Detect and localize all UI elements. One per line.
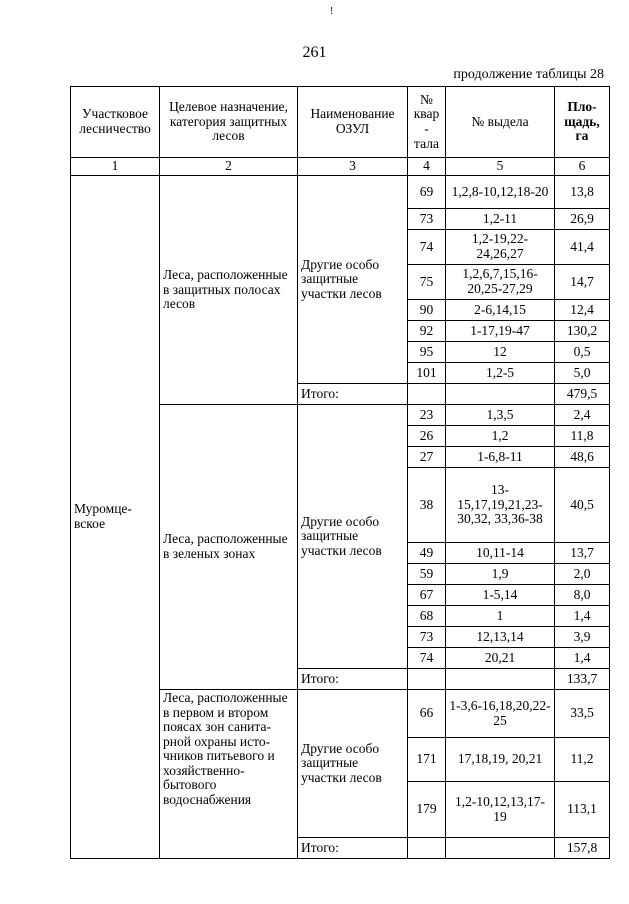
area-cell: 5,0	[555, 363, 610, 384]
plot-cell: 13-15,17,19,21,23-30,32, 33,36-38	[446, 468, 555, 543]
quarter-cell: 26	[408, 426, 446, 447]
empty-cell	[408, 838, 446, 859]
area-cell: 0,5	[555, 342, 610, 363]
area-cell: 2,4	[555, 405, 610, 426]
plot-cell: 1,2,6,7,15,16-20,25-27,29	[446, 265, 555, 300]
column-number: 6	[555, 158, 610, 176]
column-number-row	[71, 158, 610, 176]
plot-cell: 17,18,19, 20,21	[446, 738, 555, 782]
column-number: 3	[298, 158, 408, 176]
plot-cell: 1,2	[446, 426, 555, 447]
plot-cell: 1,9	[446, 564, 555, 585]
header-cell: № выдела	[446, 87, 555, 158]
table-row	[71, 176, 610, 209]
area-cell: 11,8	[555, 426, 610, 447]
area-cell: 41,4	[555, 230, 610, 265]
quarter-cell: 75	[408, 265, 446, 300]
total-value: 157,8	[555, 838, 610, 859]
column-number: 5	[446, 158, 555, 176]
quarter-cell: 90	[408, 300, 446, 321]
area-cell: 130,2	[555, 321, 610, 342]
quarter-cell: 68	[408, 606, 446, 627]
area-cell: 26,9	[555, 209, 610, 230]
quarter-cell: 49	[408, 543, 446, 564]
forest-table	[70, 86, 610, 859]
quarter-cell: 92	[408, 321, 446, 342]
quarter-cell: 73	[408, 627, 446, 648]
plot-cell: 1,2-5	[446, 363, 555, 384]
empty-cell	[446, 838, 555, 859]
header-cell: Пло-щадь, га	[555, 87, 610, 158]
plot-cell: 20,21	[446, 648, 555, 669]
column-number: 1	[71, 158, 160, 176]
header-cell: № квар - тала	[408, 87, 446, 158]
quarter-cell: 27	[408, 447, 446, 468]
empty-cell	[446, 669, 555, 690]
plot-cell: 1-17,19-47	[446, 321, 555, 342]
header-cell: Участковое лесничество	[71, 87, 160, 158]
area-cell: 1,4	[555, 648, 610, 669]
plot-cell: 1	[446, 606, 555, 627]
quarter-cell: 73	[408, 209, 446, 230]
plot-cell: 1-5,14	[446, 585, 555, 606]
ozul-cell: Другие особо защитные участки лесов	[298, 176, 408, 384]
total-label: Итого:	[298, 838, 408, 859]
category-cell: Леса, расположенные в зеленых зонах	[160, 405, 298, 690]
quarter-cell: 67	[408, 585, 446, 606]
area-cell: 2,0	[555, 564, 610, 585]
plot-cell: 1-3,6-16,18,20,22-25	[446, 690, 555, 738]
quarter-cell: 95	[408, 342, 446, 363]
area-cell: 11,2	[555, 738, 610, 782]
category-cell: Леса, расположенные в защитных полосах лесов	[160, 176, 298, 405]
plot-cell: 1,2-10,12,13,17-19	[446, 782, 555, 838]
quarter-cell: 171	[408, 738, 446, 782]
forestry-name: Муромце-вское	[71, 176, 160, 859]
empty-cell	[446, 384, 555, 405]
total-value: 479,5	[555, 384, 610, 405]
plot-cell: 1,2-19,22-24,26,27	[446, 230, 555, 265]
column-number: 2	[160, 158, 298, 176]
total-label: Итого:	[298, 669, 408, 690]
header-row	[71, 87, 610, 158]
area-cell: 13,8	[555, 176, 610, 209]
empty-cell	[408, 669, 446, 690]
area-cell: 40,5	[555, 468, 610, 543]
area-cell: 12,4	[555, 300, 610, 321]
plot-cell: 12	[446, 342, 555, 363]
total-value: 133,7	[555, 669, 610, 690]
total-label: Итого:	[298, 384, 408, 405]
quarter-cell: 74	[408, 230, 446, 265]
quarter-cell: 101	[408, 363, 446, 384]
area-cell: 48,6	[555, 447, 610, 468]
quarter-cell: 38	[408, 468, 446, 543]
area-cell: 1,4	[555, 606, 610, 627]
plot-cell: 1,2,8-10,12,18-20	[446, 176, 555, 209]
category-cell: Леса, расположенные в первом и втором поясах зон санита-рной охраны исто-чников питьевого и хозяйственно-бытового водоснабжения	[160, 690, 298, 859]
plot-cell: 1,2-11	[446, 209, 555, 230]
area-cell: 13,7	[555, 543, 610, 564]
page-number: 261	[302, 44, 327, 61]
area-cell: 8,0	[555, 585, 610, 606]
plot-cell: 12,13,14	[446, 627, 555, 648]
area-cell: 113,1	[555, 782, 610, 838]
plot-cell: 1-6,8-11	[446, 447, 555, 468]
quarter-cell: 74	[408, 648, 446, 669]
column-number: 4	[408, 158, 446, 176]
quarter-cell: 66	[408, 690, 446, 738]
plot-cell: 2-6,14,15	[446, 300, 555, 321]
quarter-cell: 23	[408, 405, 446, 426]
header-cell: Целевое назначение, категория защитных лесов	[160, 87, 298, 158]
area-cell: 14,7	[555, 265, 610, 300]
ozul-cell: Другие особо защитные участки лесов	[298, 405, 408, 669]
plot-cell: 1,3,5	[446, 405, 555, 426]
quarter-cell: 69	[408, 176, 446, 209]
header-cell: Наименование ОЗУЛ	[298, 87, 408, 158]
plot-cell: 10,11-14	[446, 543, 555, 564]
area-cell: 33,5	[555, 690, 610, 738]
empty-cell	[408, 384, 446, 405]
quarter-cell: 179	[408, 782, 446, 838]
area-cell: 3,9	[555, 627, 610, 648]
top-mark: !	[330, 6, 334, 17]
quarter-cell: 59	[408, 564, 446, 585]
ozul-cell: Другие особо защитные участки лесов	[298, 690, 408, 838]
table-continuation-label: продолжение таблицы 28	[453, 67, 604, 82]
